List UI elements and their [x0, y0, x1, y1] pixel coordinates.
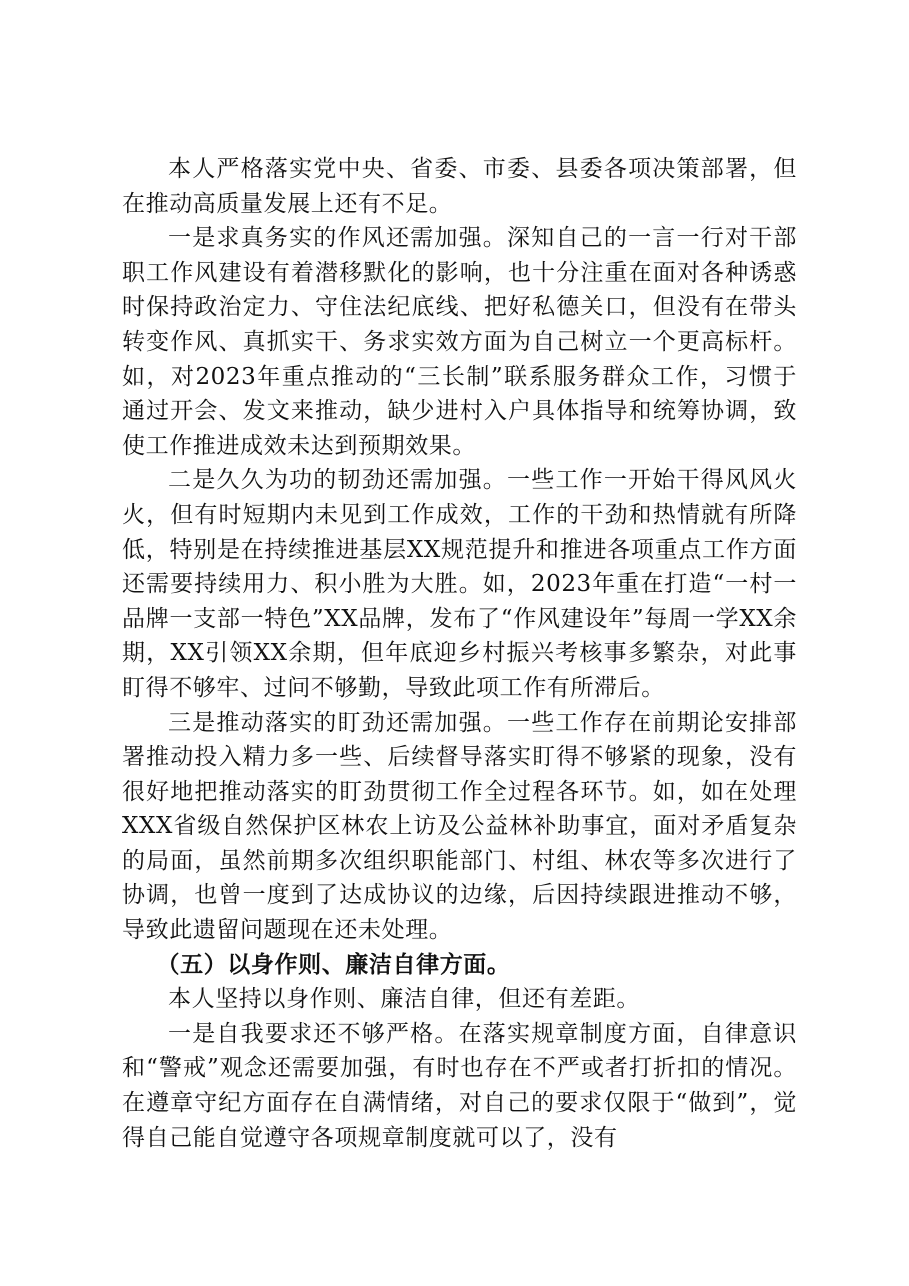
paragraph-point-1: 一是求真务实的作风还需加强。深知自己的一言一行对干部职工作风建设有着潜移默化的影响，也十分注重在面对各种诱惑时保持政治定力、守住法纪底线、把好私德关口，但没有在带头转变作风、真抓实干、务求实效方面为自己树立一个更高标杆。如，对2023年重点推动的“三长制”联系服务群众工作，习惯于通过开会、发文来推动，缺少进村入户具体指导和统筹协调，致使工作推进成效未达到预期效果。 — [122, 225, 797, 459]
paragraph-section-point-1: 一是自我要求还不够严格。在落实规章制度方面，自律意识和“警戒”观念还需要加强，有时也存在不严或者打折扣的情况。在遵章守纪方面存在自满情绪，对自己的要求仅限于“做到”，觉得自己能自觉遵守各项规章制度就可以了，没有 — [122, 1020, 797, 1151]
section-heading: （五）以身作则、廉洁自律方面。 — [156, 950, 511, 978]
paragraph-point-3: 三是推动落实的盯劲还需加强。一些工作存在前期论安排部署推动投入精力多一些、后续督导落实盯得不够紧的现象，没有很好地把推动落实的盯劲贯彻工作全过程各环节。如，如在处理XXX省级自然保护区林农上访及公益林补助事宜，面对矛盾复杂的局面，虽然前期多次组织职能部门、村组、林农等多次进行了协调，也曾一度到了达成协议的边缘，后因持续跟进推动不够，导致此遗留问题现在还未处理。 — [122, 709, 797, 944]
paragraph-section-intro: 本人坚持以身作则、廉洁自律，但还有差距。 — [168, 986, 640, 1013]
paragraph-intro: 本人严格落实党中央、省委、市委、县委各项决策部署，但在推动高质量发展上还有不足。 — [122, 156, 797, 217]
paragraph-point-2: 二是久久为功的韧劲还需加强。一些工作一开始干得风风火火，但有时短期内未见到工作成效，工作的干劲和热情就有所降低，特别是在持续推进基层XX规范提升和推进各项重点工作方面还需要持续用力、积小胜为大胜。如，2023年重在打造“一村一品牌一支部一特色”XX品牌，发布了“作风建设年”每周一学XX余期，XX引领XX余期，但年底迎乡村振兴考核事多繁杂，对此事盯得不够牢、过问不够勤，导致此项工作有所滞后。 — [122, 467, 797, 701]
document-body — [122, 152, 797, 1155]
